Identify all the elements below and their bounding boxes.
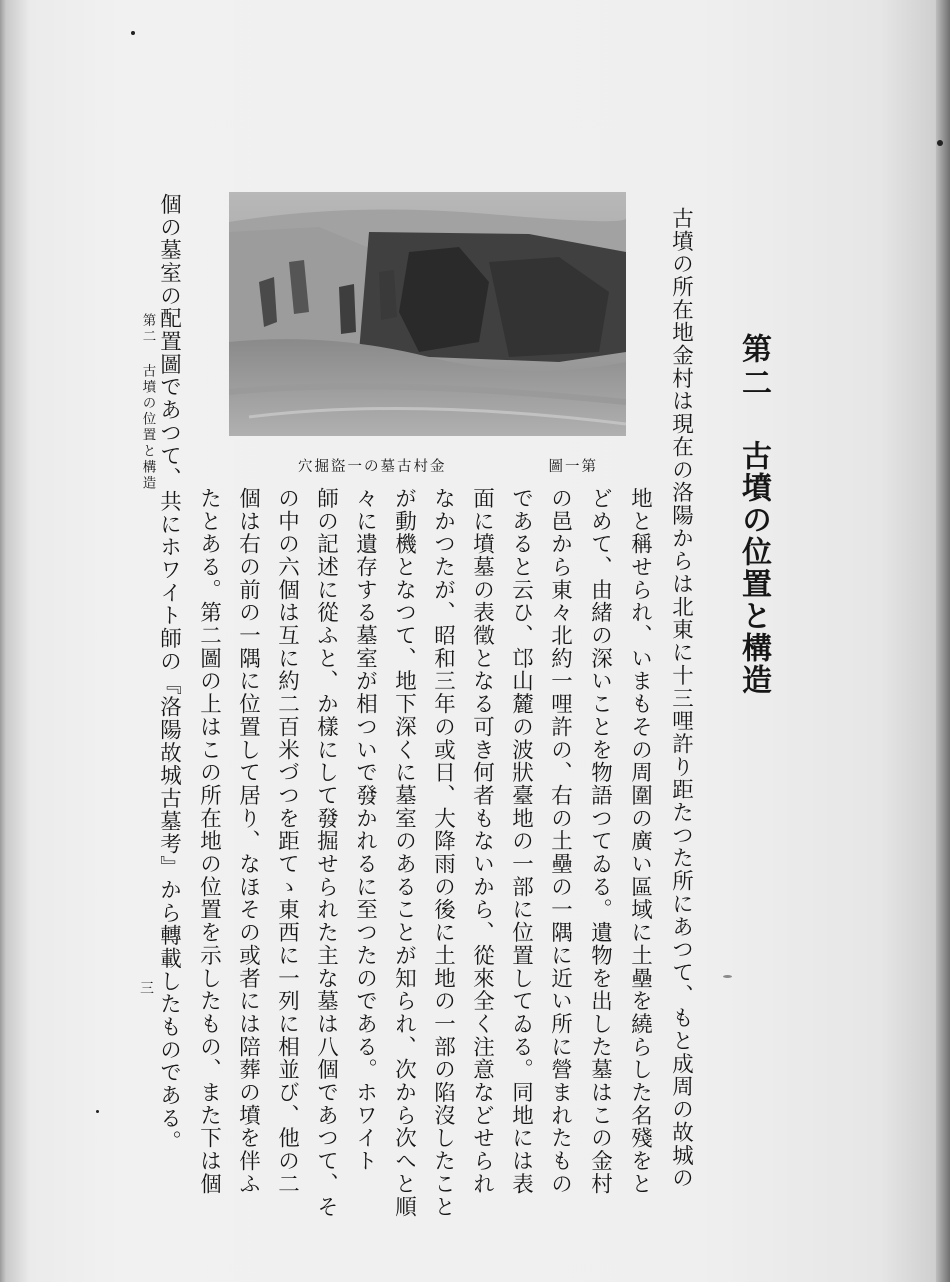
body-line-10: 師の記述に從ふと、か樣にして發掘せられた主な墓は八個であつて、そ (313, 487, 339, 1219)
figure-number: 圖一第 (548, 458, 598, 475)
scan-speck (937, 140, 943, 146)
tomb-photograph (229, 192, 626, 436)
body-line-12: 個は右の前の一隅に位置して居り、なほその或者には陪葬の墳を伴ふ (235, 487, 261, 1196)
body-line-8: が動機となつて、地下深くに墓室のあることが知られ、次から次へと順 (391, 487, 417, 1219)
scan-speck (723, 975, 732, 978)
chapter-number: 第二 (736, 333, 771, 401)
page-edge-shadow (936, 0, 950, 1282)
figure-caption-label: 穴掘盜一の墓古村金 (298, 458, 447, 475)
page-number: 三 (140, 981, 154, 997)
body-line-14: 個の墓室の配置圖であつて、共にホワイト師の『洛陽故城古墓考』から轉載したものである。 (156, 193, 182, 1153)
body-line-7: なかつたが、昭和三年の或日、大降雨の後に土地の一部の陷沒したこと (430, 487, 456, 1219)
body-line-6: 面に墳墓の表徵となる可き何者もないから、從來全く注意などせられ (469, 487, 495, 1196)
scan-speck (131, 31, 135, 35)
chapter-title: 古墳の位置と構造 (736, 440, 771, 696)
figure-caption (298, 454, 598, 476)
body-line-9: 々に遺存する墓室が相ついで發かれるに至つたのである。ホワイト (352, 487, 378, 1173)
body-line-5: であると云ひ、邙山麓の波狀臺地の一部に位置してゐる。同地には表 (508, 487, 534, 1196)
running-head: 第二 古墳の位置と構造 (139, 313, 156, 492)
body-line-11: の中の六個は互に約二百米づつを距てゝ東西に一列に相並び、他の二 (274, 487, 300, 1196)
body-line-1: 古墳の所在地金村は現在の洛陽からは北東に十三哩許り距たつた所にあつて、もと成周の故城の (668, 207, 694, 1190)
body-line-2: 地と稱せられ、いまもその周圍の廣い區域に土壘を繞らした名殘をと (627, 487, 653, 1196)
body-line-13: たとある。第二圖の上はこの所在地の位置を示したもの、また下は個 (196, 487, 222, 1196)
body-line-4: の邑から東々北約一哩許の、右の土壘の一隅に近い所に營まれたもの (547, 487, 573, 1196)
scan-speck (96, 1110, 99, 1113)
body-line-3: どめて、由緒の深いことを物語つてゐる。遺物を出した墓はこの金村 (587, 487, 613, 1196)
